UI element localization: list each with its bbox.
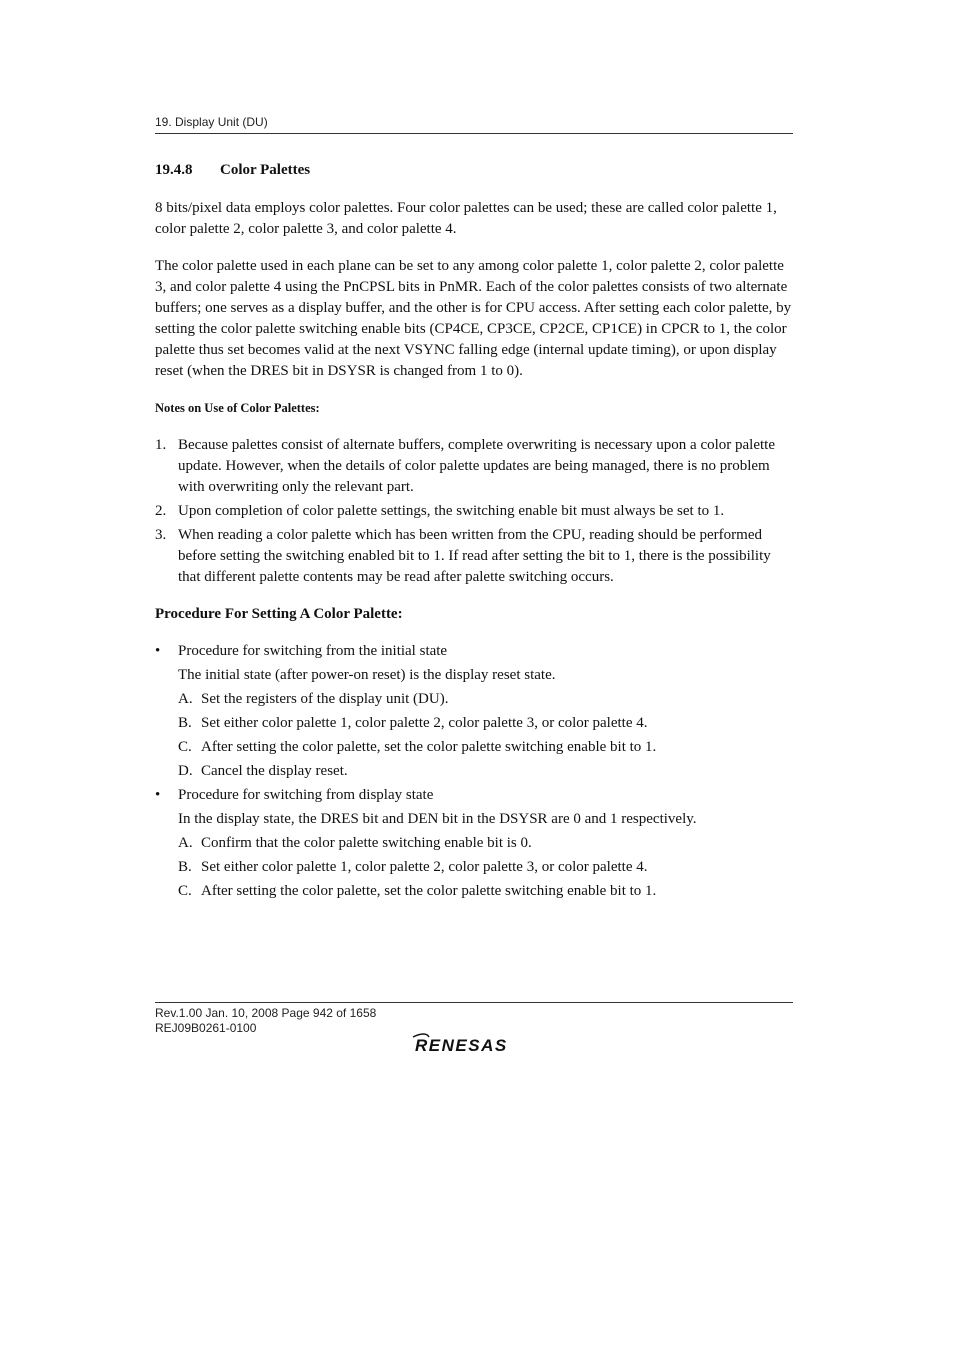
header-divider: [155, 133, 793, 134]
step-text: After setting the color palette, set the color palette switching enable bit to 1.: [201, 883, 657, 899]
procedure-group: [155, 641, 793, 782]
step-marker: B.: [178, 715, 192, 731]
list-marker: 3.: [155, 527, 167, 543]
step-text: Confirm that the color palette switching enable bit is 0.: [201, 835, 532, 851]
procedure-group: [155, 785, 793, 902]
procedure-intro: In the display state, the DRES bit and DEN bit in the DSYSR are 0 and 1 respectively.: [178, 811, 697, 827]
section-heading: [155, 160, 793, 181]
step-item: [155, 761, 793, 782]
list-item: [155, 525, 793, 588]
step-item: [155, 881, 793, 902]
paragraph: The color palette used in each plane can be set to any among color palette 1, color palette 2, color palette 3, and color palette 4 using the PnCPSL bits in PnMR. Each of the color palettes consists of two alternate buffers; one serves as a display buffer, and the other is for CPU access. After setting each color palette, by setting the color palette switching enable bits (CP4CE, CP3CE, CP2CE, CP1CE) in CPCR to 1, the color palette thus set becomes valid at the next VSYNC falling edge (internal update timing), or upon display reset (when the DRES bit in DSYSR is changed from 1 to 0).: [155, 258, 792, 379]
list-marker: 1.: [155, 437, 167, 453]
list-item: [155, 501, 793, 522]
step-item: [155, 713, 793, 734]
page-footer: [155, 1006, 376, 1036]
section-title: Color Palettes: [220, 162, 311, 178]
renesas-logo: [411, 1031, 533, 1055]
bullet-marker: •: [155, 787, 161, 803]
bullet-text: Procedure for switching from the initial state: [178, 643, 448, 659]
step-marker: C.: [178, 883, 192, 899]
bullet-item: [155, 785, 793, 806]
step-text: Set either color palette 1, color palette 2, color palette 3, or color palette 4.: [201, 859, 648, 875]
bullet-text: Procedure for switching from display state: [178, 787, 434, 803]
step-marker: A.: [178, 691, 193, 707]
paragraph: 8 bits/pixel data employs color palettes. Four color palettes can be used; these are called color palette 1, color palette 2, color palette 3, and color palette 4.: [155, 200, 777, 237]
document-number: REJ09B0261-0100: [155, 1021, 257, 1035]
step-marker: A.: [178, 835, 193, 851]
bullet-marker: •: [155, 643, 161, 659]
logo-text: RENESAS: [415, 1036, 508, 1055]
running-header: 19. Display Unit (DU): [155, 115, 268, 129]
procedure-heading: Procedure For Setting A Color Palette:: [155, 606, 403, 622]
step-marker: D.: [178, 763, 193, 779]
step-item: [155, 833, 793, 854]
footer-divider: [155, 1002, 793, 1003]
list-marker: 2.: [155, 503, 167, 519]
section-number: 19.4.8: [155, 162, 193, 178]
step-marker: C.: [178, 739, 192, 755]
list-text: Upon completion of color palette settings, the switching enable bit must always be set to 1.: [178, 503, 725, 519]
step-text: After setting the color palette, set the color palette switching enable bit to 1.: [201, 739, 657, 755]
list-item: [155, 435, 793, 498]
bullet-item: [155, 641, 793, 662]
list-text: Because palettes consist of alternate buffers, complete overwriting is necessary upon a color palette update. However, when the details of color palette updates are being managed, there is no problem with overwriting only the relevant part.: [178, 437, 776, 495]
step-item: [155, 689, 793, 710]
list-text: When reading a color palette which has been written from the CPU, reading should be performed before setting the switching enabled bit to 1. If read after setting the bit to 1, there is the possibility that different palette contents may be read after palette switching occurs.: [178, 527, 771, 585]
step-item: [155, 857, 793, 878]
step-item: [155, 737, 793, 758]
procedure-intro: The initial state (after power-on reset) is the display reset state.: [178, 667, 556, 683]
notes-heading: Notes on Use of Color Palettes:: [155, 401, 320, 415]
step-text: Set the registers of the display unit (DU).: [201, 691, 449, 707]
notes-list: [155, 435, 793, 588]
step-text: Cancel the display reset.: [201, 763, 348, 779]
revision-info: Rev.1.00 Jan. 10, 2008 Page 942 of 1658: [155, 1006, 377, 1020]
step-marker: B.: [178, 859, 192, 875]
page-body: [155, 160, 793, 905]
step-text: Set either color palette 1, color palette 2, color palette 3, or color palette 4.: [201, 715, 648, 731]
